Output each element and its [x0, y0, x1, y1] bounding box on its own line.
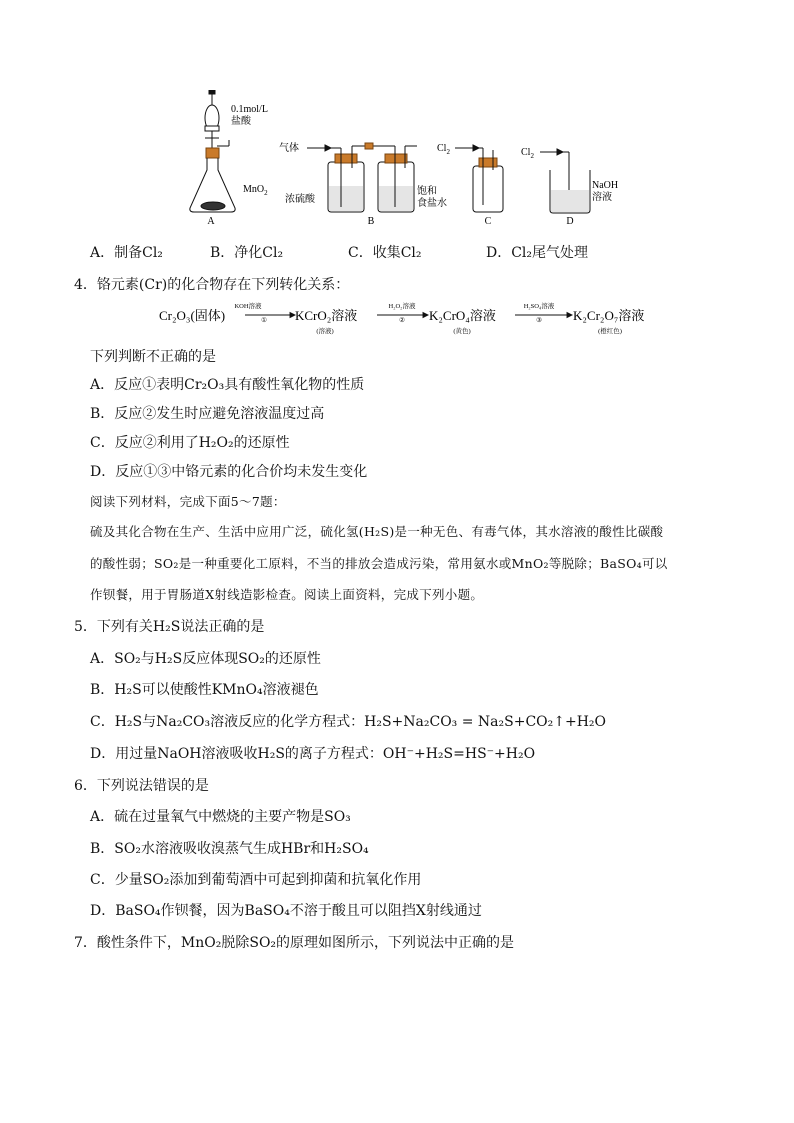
label-sat2: 食盐水	[417, 198, 447, 209]
label-a-conc: 0.1mol/L	[231, 104, 268, 115]
scheme-arrow2-bot: ②	[399, 317, 405, 324]
q4-option-d: D．反应①③中铬元素的化合价均未发生变化	[90, 464, 368, 480]
q3-option-c: C．收集Cl₂	[348, 245, 422, 261]
label-naoh2: 溶液	[592, 192, 612, 203]
scheme-arrow1-top: KOH溶液	[234, 303, 262, 310]
reading-line-1: 硫及其化合物在生产、生活中应用广泛，硫化氢(H₂S)是一种无色、有毒气体，其水溶液的酸性比碳酸	[90, 524, 664, 539]
apparatus-a	[190, 90, 235, 212]
reading-line-3: 作钡餐，用于胃肠道X射线造影检查。阅读上面资料，完成下列小题。	[90, 587, 484, 602]
app-label-d: D	[566, 216, 574, 227]
apparatus-b	[328, 143, 417, 212]
scheme-arrow1-bot: ①	[261, 317, 267, 324]
scheme-s1: KCrO₂溶液	[295, 308, 358, 323]
app-label-a: A	[207, 216, 215, 227]
label-cl2-c: $Cl_2$	[437, 143, 450, 156]
q4-stem: 4．铬元素(Cr)的化合物存在下列转化关系：	[74, 277, 350, 293]
q4-option-a: A．反应①表明Cr₂O₃具有酸性氧化物的性质	[90, 377, 365, 393]
scheme-arrow3-top: H₂SO₄溶液	[523, 303, 555, 310]
q6-option-a: A．硫在过量氧气中燃烧的主要产物是SO₃	[90, 809, 351, 825]
q4-option-c: C．反应②利用了H₂O₂的还原性	[90, 435, 290, 451]
q7-stem: 7．酸性条件下，MnO₂脱除SO₂的原理如图所示，下列说法中正确的是	[74, 935, 515, 951]
gas-inlet	[307, 145, 331, 151]
reading-line-2: 的酸性弱；SO₂是一种重要化工原料，不当的排放会造成污染，常用氨水或MnO₂等脱除；BaSO₄可以	[90, 556, 668, 571]
q6-option-c: C．少量SO₂添加到葡萄酒中可起到抑菌和抗氧化作用	[90, 872, 422, 888]
apparatus-d	[540, 149, 590, 213]
scheme-s3-note: (橙红色)	[598, 328, 622, 335]
reading-intro: 阅读下列材料，完成下面5～7题：	[90, 494, 286, 509]
q5-option-a: A．SO₂与H₂S反应体现SO₂的还原性	[90, 651, 321, 667]
label-mno2: MnO$_2$	[243, 184, 268, 197]
scheme-s3: K₂Cr₂O₇溶液	[573, 308, 645, 323]
q5-option-b: B．H₂S可以使酸性KMnO₄溶液褪色	[90, 682, 319, 698]
app-label-c: C	[484, 216, 492, 227]
scheme-s2: K₂CrO₄溶液	[429, 308, 496, 323]
q4-option-b: B．反应②发生时应避免溶液温度过高	[90, 406, 325, 422]
scheme-s0: Cr₂O₃(固体)	[159, 308, 226, 323]
label-a-acid: 盐酸	[231, 116, 251, 127]
label-sat1: 饱和	[417, 186, 437, 197]
scheme-s1-note: (溶液)	[316, 328, 334, 335]
q5-stem: 5．下列有关H₂S说法正确的是	[74, 619, 265, 635]
label-cl2-d: $Cl_2$	[521, 147, 534, 160]
app-label-b: B	[367, 216, 375, 227]
q6-stem: 6．下列说法错误的是	[74, 778, 209, 794]
scheme-arrow3-bot: ③	[536, 317, 542, 324]
q4-prompt: 下列判断不正确的是	[90, 349, 216, 365]
label-conc-h2so4: 浓硫酸	[285, 194, 315, 205]
q3-option-b: B．净化Cl₂	[210, 245, 284, 261]
apparatus-figure	[185, 90, 625, 230]
q6-option-d: D．BaSO₄作钡餐，因为BaSO₄不溶于酸且可以阻挡X射线通过	[90, 903, 482, 919]
scheme-arrow2-top: H₂O₂溶液	[388, 303, 416, 310]
label-naoh1: NaOH	[592, 180, 619, 191]
scheme-s2-note: (黄色)	[453, 328, 471, 335]
q3-option-a: A．制备Cl₂	[90, 245, 163, 261]
label-gas: 气体	[279, 143, 299, 154]
q6-option-b: B．SO₂水溶液吸收溴蒸气生成HBr和H₂SO₄	[90, 841, 369, 857]
q5-option-c: C．H₂S与Na₂CO₃溶液反应的化学方程式：H₂S+Na₂CO₃ = Na₂S+CO₂↑+H₂O	[90, 714, 607, 730]
q5-option-d: D．用过量NaOH溶液吸收H₂S的离子方程式：OH⁻+H₂S=HS⁻+H₂O	[90, 746, 536, 762]
q3-option-d: D．Cl₂尾气处理	[486, 245, 589, 261]
q4-scheme	[155, 298, 665, 338]
apparatus-c	[455, 145, 503, 212]
